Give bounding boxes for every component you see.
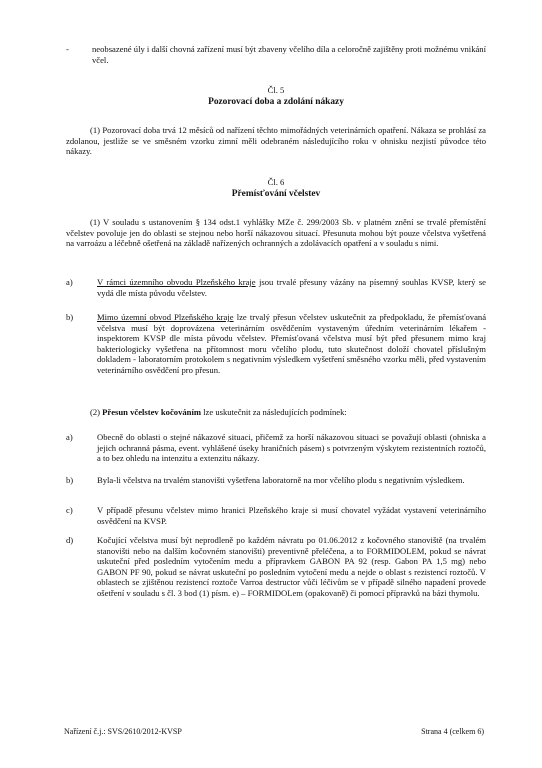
item-body: Kočující včelstva musí být neprodleně po každém návratu po 01.06.2012 z kočovného stanoviště (na trvalém stanovišti nebo na dalším kočovném stanovišti) preventivně přeléčena, a to FORMIDOLEM, pokud se návrat uskuteční před posledním vytočením medu a přípravkem GABON PA 92 (resp. Gabon PA 1,5 mg) nebo GABON PF 90, pokud se návrat uskuteční po posledním vytočení medu a nejde o oblast s rezistencí roztočů. V oblastech se zjištěnou rezistencí roztoče Varroa destructor vůči léčivům se v případě silného napadení provede ošetření v souladu s čl. 3 bod (1) písm. e) – FORMIDOLem (opakovaně) či pomocí přípravků na bázi thymolu. (97, 535, 486, 598)
item-underlined-text: Mimo územní obvod Plzeňského kraje (97, 312, 234, 322)
item-label: a) (66, 277, 73, 287)
item-text: jsou trvalé přesuny vázány na písemný souhlas KVSP, který se vydá dle místa původu včelstev. (97, 277, 486, 298)
item-label: b) (66, 475, 74, 485)
item-body: V případě přesunu včelstev mimo hranici Plzeňského kraje si musí chovatel vyžádat vystavení veterinárního osvědčení na KVSP. (97, 505, 486, 526)
article-5-title: Pozorovací doba a zdolání nákazy (208, 97, 344, 107)
footer-reference: Nařízení č.j.: SVS/2610/2012-KVSP (64, 727, 182, 736)
paragraph-prefix: (2) (90, 407, 103, 417)
item-body: Obecně do oblasti o stejné nákazové situaci, přičemž za horší nákazovou situaci se považují oblasti (ohniska a jejich ochranná pásma, event. vyhlášené úseky hraničních pásem) s potvrzeným výskytem rezistentních roztočů, a to bez ohledu na intenzitu a extenzitu nákazy. (97, 432, 486, 464)
item-body (97, 277, 486, 298)
article-6-number: Čl. 6 (267, 177, 285, 187)
item-underlined-text: V rámci územního obvodu Plzeňského kraje (97, 277, 256, 287)
bullet-text: neobsazené úly i další chovná zařízení musí být zbaveny včelího díla a celoročně zajištěny proti možnému vnikání včel. (92, 44, 486, 65)
paragraph-text: lze uskutečnit za následujících podmínek: (201, 407, 347, 417)
item-body (97, 312, 486, 376)
article-6-paragraph-1: (1) V souladu s ustanovením § 134 odst.1 vyhlášky MZe č. 299/2003 Sb. v platném znění se trvalé přemístění včelstev povoluje jen do oblasti se stejnou nebo horší nákazovou situací. Přesunuta mohou být pouze včelstva vyšetřená na varroázu a léčebně ošetřená na základě nařízených ochranných a zdolávacích opatření a v souladu s nimi. (66, 217, 486, 249)
item-label: b) (66, 312, 74, 322)
item-body: Byla-li včelstva na trvalém stanovišti vyšetřena laboratorně na mor včelího plodu s negativním výsledkem. (97, 475, 465, 485)
article-5-number: Čl. 5 (267, 85, 285, 95)
item-label: d) (66, 535, 74, 545)
paragraph-bold-text: Přesun včelstev kočováním (102, 407, 201, 417)
article-6-paragraph-2 (66, 407, 486, 418)
bullet-dash: - (66, 44, 69, 54)
footer-page-number: Strana 4 (celkem 6) (421, 727, 484, 736)
item-text: lze trvalý přesun včelstev uskutečnit za předpokladu, že přemísťovaná včelstva musí být doprovázena veterinárním osvědčením vystaveným úředním veterinárním lékařem - inspektorem KVSP dle místa původu včelstev. Přemísťovaná včelstva musí být před přesunem mimo kraj bakteriologicky vyšetřena na přítomnost moru včelího plodu, tuto skutečnost doloží chovatel příslušným dokladem - laboratorním protokolem s negativním výsledkem vyšetření směsného vzorku měli, před vystavením veterinárního osvědčení pro přesun. (97, 312, 487, 375)
article-6-title: Přemísťování včelstev (231, 189, 321, 199)
item-label: a) (66, 432, 73, 442)
item-label: c) (66, 505, 73, 515)
article-5-paragraph-1: (1) Pozorovací doba trvá 12 měsíců od nařízení těchto mimořádných veterinárních opatření. Nákaza se prohlásí za zdolanou, jestliže se ve směsném vzorku zimní měli odebraném následujícího roku v ohnisku nezjistí původce této nákazy. (66, 125, 486, 157)
